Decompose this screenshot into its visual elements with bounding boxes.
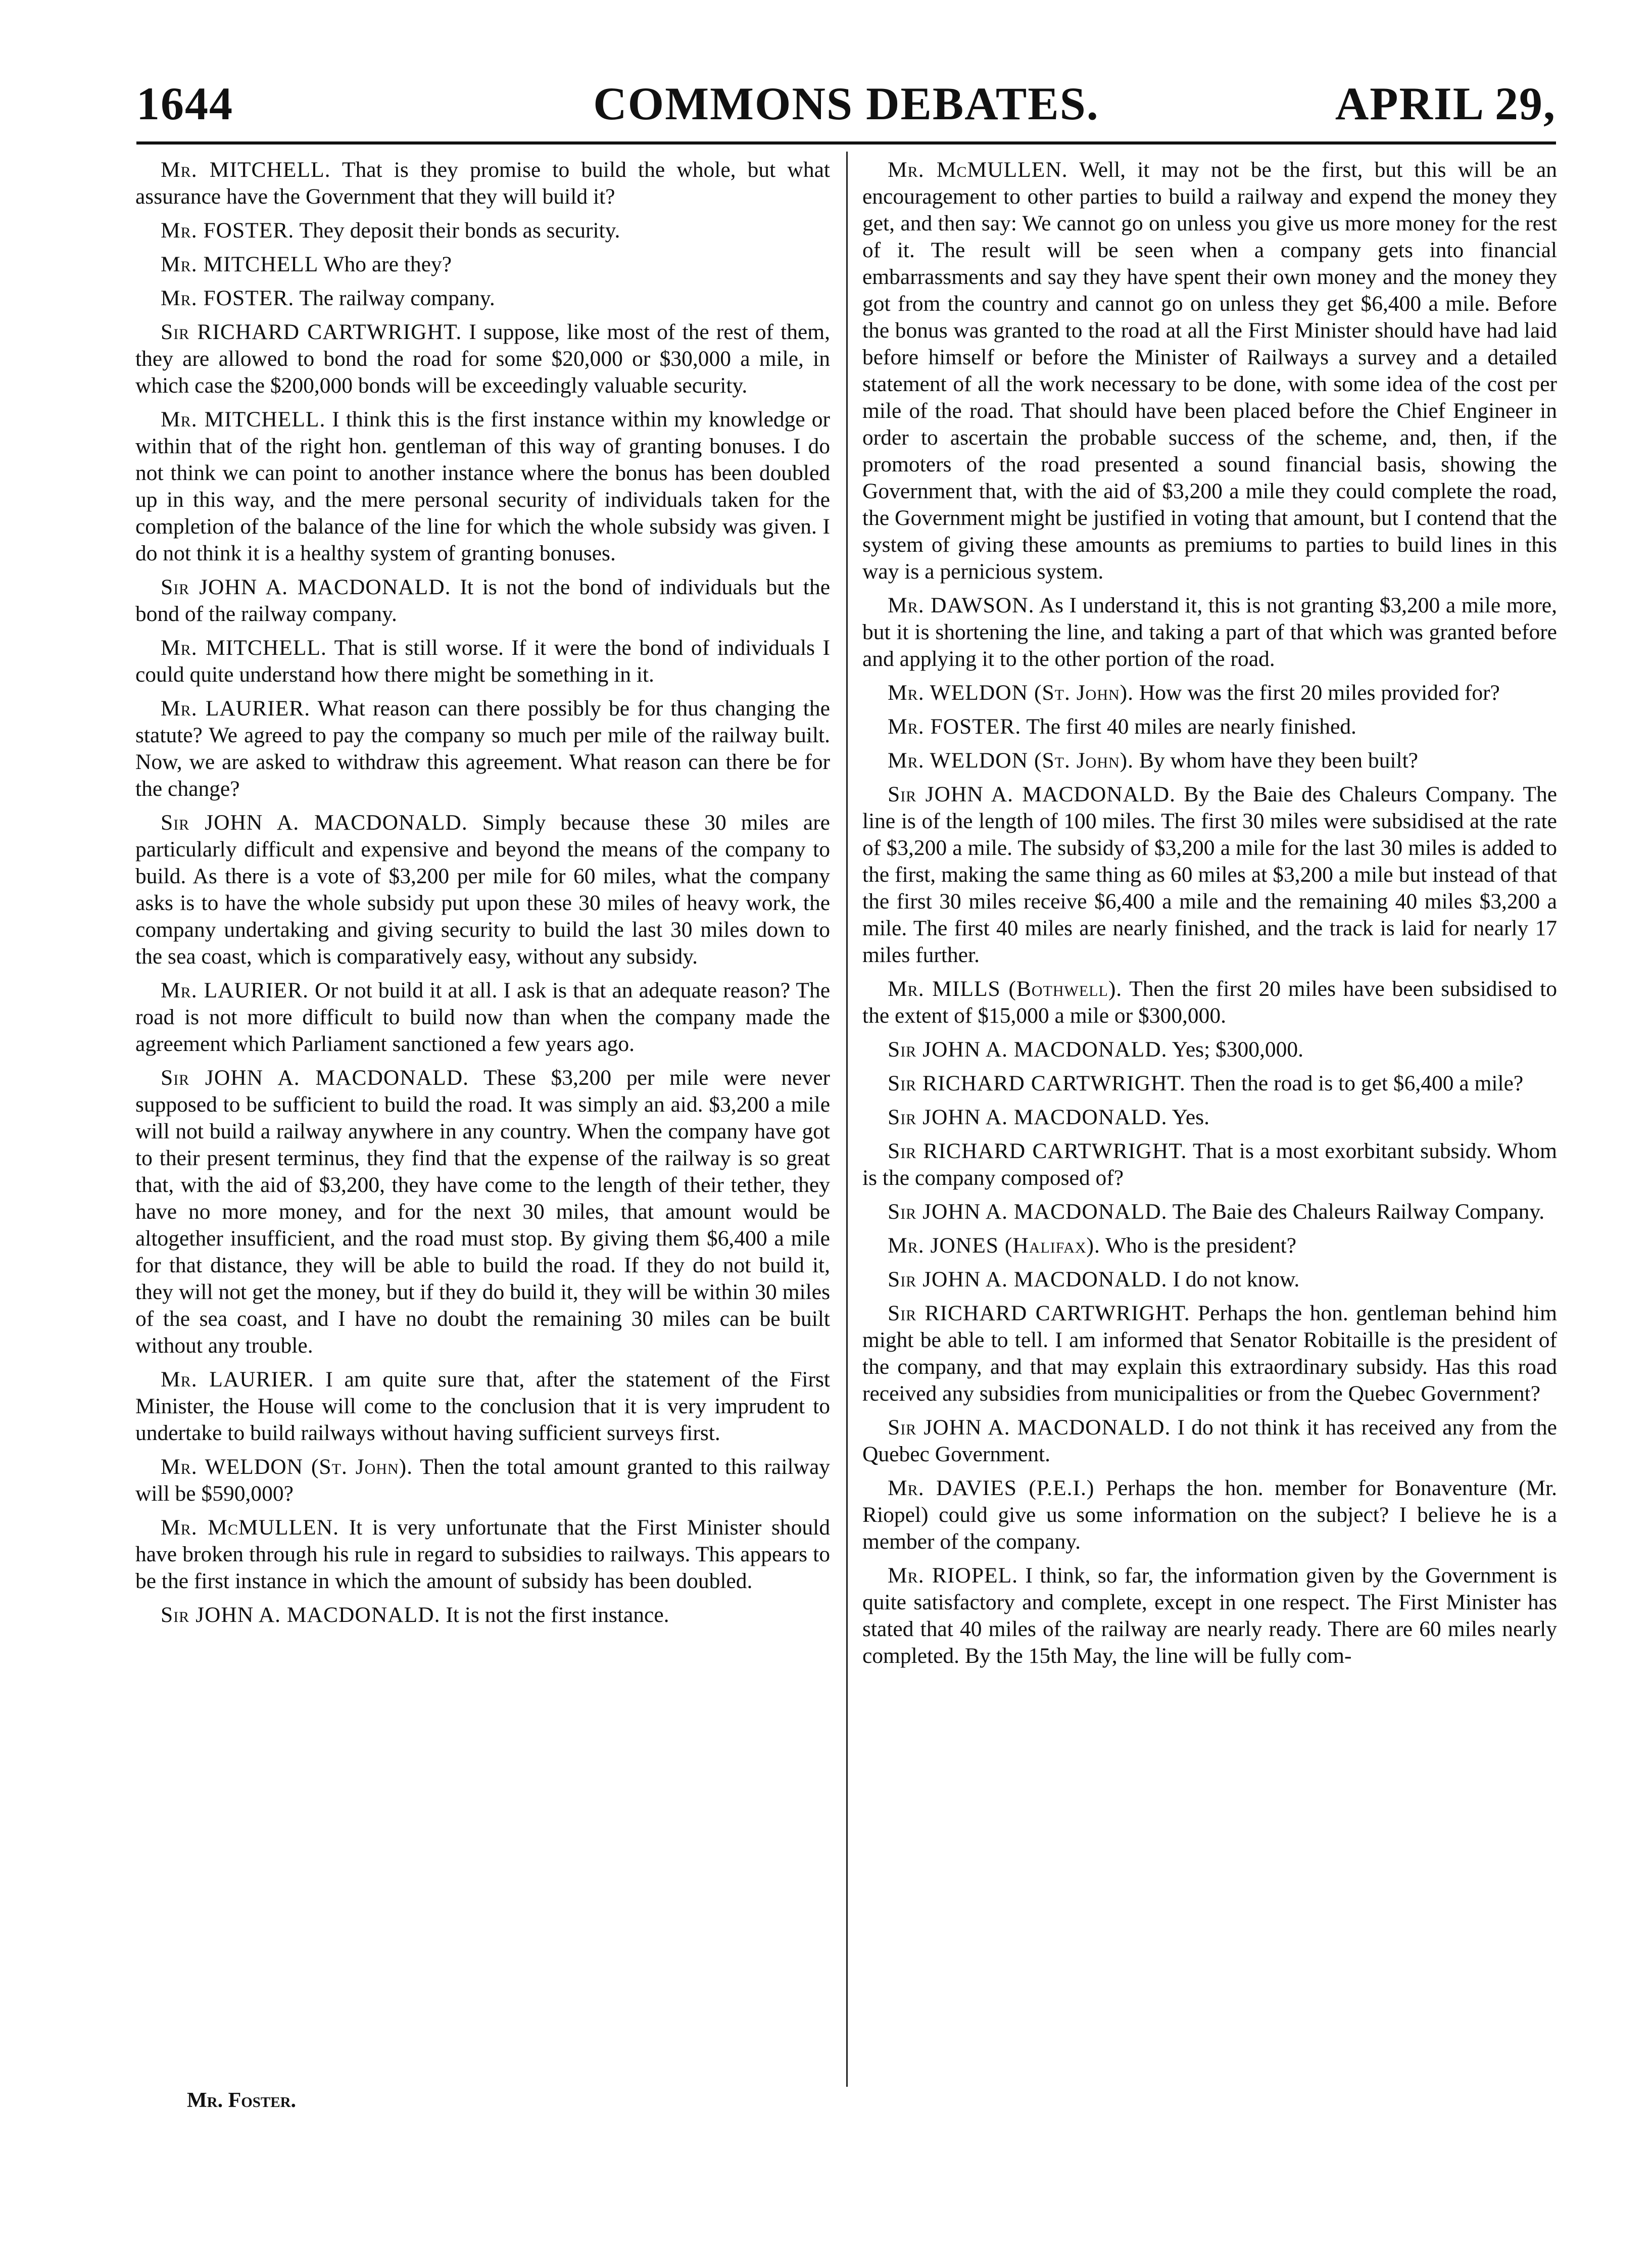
speech-text: Who are they?: [323, 252, 452, 276]
speech-text: I do not know.: [1173, 1267, 1300, 1291]
speech-text: Well, it may not be the first, but this will be an encouragement to other parties to build a railway and expend the money they get, and then say: We cannot go on unless you give us more money for the rest of it. The result will be seen when a company gets into financial embarrassments and say they have spent their own money and the money they got from the country and cannot go on unless they get $6,400 a mile. Before the bonus was granted to the road at all the First Minister should have had laid before himself or before the Minister of Railways a survey and a detailed statement of all the work necessary to be done, with some idea of the cost per mile of the road. That should have been placed before the Chief Engineer in order to ascertain the probable success of the scheme, and, then, if the promoters of the road presented a sound financial basis, showing the Government that, with the aid of $3,200 a mile they could complete the road, the Government might be justified in voting that amount, but I contend that the system of giving these amounts as premiums to parties to build lines in this way is a pernicious system.: [862, 158, 1557, 584]
publication-title: COMMONS DEBATES.: [593, 78, 1099, 129]
speaker-name: Mr. DAVIES (P.E.I.): [888, 1476, 1095, 1500]
speech-paragraph: [862, 747, 1557, 774]
speech-text: That is they promise to build the whole, but what assurance have the Government that they will build it?: [135, 158, 830, 209]
speaker-name: Mr. JONES (Halifax).: [888, 1233, 1100, 1258]
speech-paragraph: [135, 217, 830, 244]
speaker-name: Sir JOHN A. MACDONALD.: [161, 810, 468, 835]
speech-paragraph: [135, 251, 830, 278]
speaker-name: Sir JOHN A. MACDONALD.: [888, 782, 1176, 806]
speech-text: I do not think it has received any from the Quebec Government.: [862, 1415, 1557, 1466]
speech-paragraph: [862, 1300, 1557, 1407]
speaker-name: Mr. LAURIER.: [161, 978, 309, 1002]
speech-text: Or not build it at all. I ask is that an adequate reason? The road is not more difficult to build now than when the company made the agreement which Parliament sanctioned a few years ago.: [135, 978, 830, 1056]
speech-text: That is still worse. If it were the bond of individuals I could quite understand how there might be something in it.: [135, 636, 830, 687]
speech-paragraph: [862, 1070, 1557, 1097]
speaker-name: Mr. WELDON (St. John).: [161, 1455, 413, 1479]
header-rule: [136, 141, 1556, 145]
speech-paragraph: [862, 1104, 1557, 1131]
speaker-name: Mr. WELDON (St. John).: [888, 681, 1134, 705]
speaker-name: Mr. MITCHELL: [161, 252, 319, 276]
speech-text: Then the first 20 miles have been subsidised to the extent of $15,000 a mile or $300,000.: [862, 977, 1557, 1028]
speaker-name: Mr. MITCHELL.: [161, 636, 327, 660]
speech-text: How was the first 20 miles provided for?: [1139, 681, 1500, 705]
speech-text: By the Baie des Chaleurs Company. The line is of the length of 100 miles. The first 30 miles were subsidised at the rate of $3,200 a mile. The subsidy of $3,200 a mile for the last 30 miles is added to the first, making the same thing as 60 miles at $3,200 a mile but instead of that the first 30 miles receive $6,400 a mile and the remaining 40 miles $3,200 a mile. The first 40 miles are nearly finished, and the track is laid for nearly 17 miles further.: [862, 782, 1557, 967]
speaker-name: Mr. RIOPEL.: [888, 1563, 1018, 1588]
speech-text: Who is the president?: [1105, 1233, 1297, 1258]
speaker-name: Mr. MITCHELL.: [161, 158, 331, 182]
speech-paragraph: [862, 1036, 1557, 1063]
speech-text: The Baie des Chaleurs Railway Company.: [1172, 1200, 1545, 1224]
speech-paragraph: [135, 809, 830, 970]
speaker-name: Sir JOHN A. MACDONALD.: [161, 1603, 441, 1627]
speaker-name: Mr. MITCHELL.: [161, 407, 326, 432]
speech-paragraph: [862, 1232, 1557, 1259]
speech-paragraph: [135, 157, 830, 210]
speech-paragraph: [862, 713, 1557, 740]
speech-paragraph: [862, 1562, 1557, 1669]
speech-paragraph: [135, 1366, 830, 1447]
speaker-name: Mr. FOSTER.: [161, 218, 295, 243]
page-number: 1644: [136, 78, 233, 129]
speaker-name: Mr. WELDON (St. John).: [888, 748, 1134, 773]
speech-text: I think, so far, the information given by the Government is quite satisfactory and complete, except in one respect. The First Minister has stated that 40 miles of the railway are nearly ready. There are 60 miles nearly completed. By the 15th May, the line will be fully com-: [862, 1563, 1557, 1668]
speaker-name: Sir RICHARD CARTWRIGHT.: [888, 1071, 1186, 1095]
speaker-name: Sir RICHARD CARTWRIGHT.: [161, 320, 462, 344]
speech-paragraph: [862, 680, 1557, 706]
speech-text: By whom have they been built?: [1139, 748, 1418, 773]
speaker-name: Sir JOHN A. MACDONALD.: [161, 1066, 469, 1090]
speaker-name: Mr. DAWSON.: [888, 593, 1035, 617]
speech-paragraph: [135, 1065, 830, 1359]
right-column: [862, 157, 1557, 2127]
left-column: [135, 157, 830, 2127]
speech-paragraph: [135, 1454, 830, 1507]
speech-text: The railway company.: [299, 286, 495, 310]
speaker-name: Mr. McMULLEN.: [161, 1515, 339, 1540]
speech-paragraph: [135, 574, 830, 628]
speech-text: Then the road is to get $6,400 a mile?: [1190, 1071, 1524, 1095]
page-header: [136, 76, 1556, 136]
speaker-name: Sir JOHN A. MACDONALD.: [888, 1415, 1171, 1440]
speech-text: Perhaps the hon. member for Bonaventure (Mr. Riopel) could give us some information on the subject? I believe he is a member of the company.: [862, 1476, 1557, 1554]
speech-paragraph: [862, 976, 1557, 1029]
catchword: Mr. Foster.: [187, 2089, 297, 2112]
speech-text: That is a most exorbitant subsidy. Whom is the company composed of?: [862, 1139, 1557, 1190]
speaker-name: Sir JOHN A. MACDONALD.: [888, 1105, 1168, 1129]
speech-paragraph: [135, 695, 830, 802]
speech-paragraph: [862, 1199, 1557, 1225]
speech-text: As I understand it, this is not granting $3,200 a mile more, but it is shortening the line, and taking a part of that which was granted before and applying it to the other portion of the road.: [862, 593, 1557, 671]
speech-paragraph: [135, 285, 830, 312]
speaker-name: Mr. LAURIER.: [161, 696, 311, 721]
speaker-name: Mr. LAURIER.: [161, 1367, 314, 1392]
column-divider: [846, 152, 848, 2087]
speech-paragraph: [135, 1602, 830, 1628]
speech-paragraph: [862, 592, 1557, 673]
speech-paragraph: [135, 319, 830, 399]
speaker-name: Sir JOHN A. MACDONALD.: [888, 1200, 1168, 1224]
speaker-name: Sir JOHN A. MACDONALD.: [888, 1267, 1168, 1291]
speech-text: Perhaps the hon. gentleman behind him might be able to tell. I am informed that Senator Robitaille is the president of the company, and that may explain this extraordinary subsidy. Has this road received any subsidies from municipalities or from the Quebec Government?: [862, 1301, 1557, 1406]
page-date: APRIL 29,: [1335, 78, 1556, 129]
speech-text: I think this is the first instance within my knowledge or within that of the right hon. gentleman of this way of granting bonuses. I do not think we can point to another instance where the bonus has been doubled up in this way, and the mere personal security of individuals taken for the completion of the balance of the line for which the whole subsidy was given. I do not think it is a healthy system of granting bonuses.: [135, 407, 830, 565]
speech-paragraph: [135, 977, 830, 1058]
speech-text: They deposit their bonds as security.: [299, 218, 620, 243]
speaker-name: Mr. MILLS (Bothwell).: [888, 977, 1123, 1001]
speech-paragraph: [862, 1138, 1557, 1191]
speech-paragraph: [135, 1514, 830, 1595]
speech-text: Yes; $300,000.: [1172, 1037, 1304, 1062]
speaker-name: Mr. McMULLEN.: [888, 158, 1068, 182]
speech-text: These $3,200 per mile were never supposed to be sufficient to build the road. It was simply an aid. $3,200 a mile will not build a railway anywhere in any country. When the company have got to their present terminus, they find that the expense of the railway is so great that, with the aid of $3,200, they have come to the length of their tether, they have no more money, and for the next 30 miles, that amount would be altogether insufficient, and the road must stop. By giving them $6,400 a mile for that distance, they will be able to build the road. If they do not build it, they will not get the money, but if they do build it, they will be within 30 miles of the sea coast, and I have no doubt the remaining 30 miles can be built without any trouble.: [135, 1066, 830, 1358]
speaker-name: Mr. FOSTER.: [888, 714, 1022, 739]
speaker-name: Sir RICHARD CARTWRIGHT.: [888, 1139, 1187, 1163]
speech-paragraph: [135, 635, 830, 688]
speech-text: Then the total amount granted to this railway will be $590,000?: [135, 1455, 830, 1506]
speech-text: It is not the first instance.: [446, 1603, 669, 1627]
speaker-name: Sir JOHN A. MACDONALD.: [161, 575, 451, 599]
speech-text: I am quite sure that, after the statement of the First Minister, the House will come to the conclusion that it is very imprudent to undertake to build railways without having sufficient surveys first.: [135, 1367, 830, 1445]
speaker-name: Mr. FOSTER.: [161, 286, 295, 310]
speech-text: I suppose, like most of the rest of them, they are allowed to bond the road for some $20,000 or $30,000 a mile, in which case the $200,000 bonds will be exceedingly valuable security.: [135, 320, 830, 398]
speech-text: What reason can there possibly be for thus changing the statute? We agreed to pay the company so much per mile of the railway built. Now, we are asked to withdraw this agreement. What reason can there be for the change?: [135, 696, 830, 801]
speech-paragraph: [862, 157, 1557, 585]
speech-text: Yes.: [1172, 1105, 1209, 1129]
speech-text: Simply because these 30 miles are particularly difficult and expensive and beyond the means of the company to build. As there is a vote of $3,200 per mile for 60 miles, what the company asks is to have the whole subsidy put upon these 30 miles of heavy work, the company undertaking and giving security to build the last 30 miles down to the sea coast, which is comparatively easy, without any subsidy.: [135, 810, 830, 969]
speech-paragraph: [862, 781, 1557, 969]
speech-paragraph: [862, 1414, 1557, 1468]
speech-paragraph: [135, 406, 830, 567]
speaker-name: Sir JOHN A. MACDONALD.: [888, 1037, 1168, 1062]
speech-text: It is very unfortunate that the First Minister should have broken through his rule in regard to subsidies to railways. This appears to be the first instance in which the amount of subsidy has been doubled.: [135, 1515, 830, 1593]
speech-text: The first 40 miles are nearly finished.: [1026, 714, 1356, 739]
speech-paragraph: [862, 1266, 1557, 1293]
speech-text: It is not the bond of individuals but the bond of the railway company.: [135, 575, 830, 626]
speech-paragraph: [862, 1475, 1557, 1555]
speaker-name: Sir RICHARD CARTWRIGHT.: [888, 1301, 1190, 1325]
